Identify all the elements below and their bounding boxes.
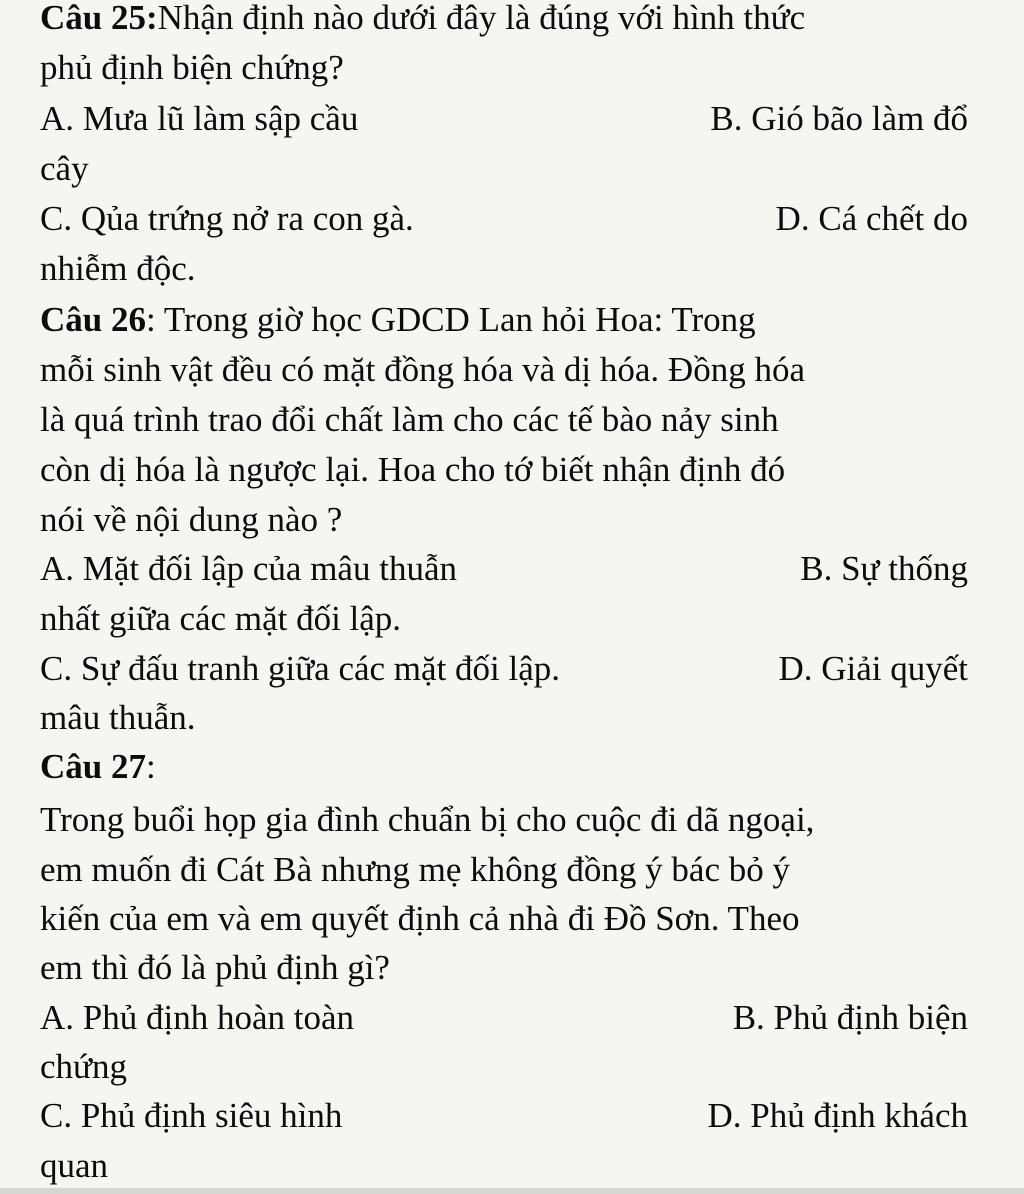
q27-option-a: A. Phủ định hoàn toàn xyxy=(40,998,355,1037)
q27-option-c: C. Phủ định siêu hình xyxy=(40,1096,343,1135)
q27-stem-line-3: kiến của em và em quyết định cả nhà đi Đồ Sơn. Theo xyxy=(40,899,800,938)
q26-stem-line-2: mỗi sinh vật đều có mặt đồng hóa và dị hóa. Đồng hóa xyxy=(40,350,805,389)
q26-stem-line-1 xyxy=(40,298,968,342)
q26-stem-text-1: : Trong giờ học GDCD Lan hỏi Hoa: Trong xyxy=(146,300,756,339)
q25-option-a: A. Mưa lũ làm sập cầu xyxy=(40,99,359,138)
q26-option-a: A. Mặt đối lập của mâu thuẫn xyxy=(40,549,457,588)
q26-option-b: B. Sự thống xyxy=(800,549,968,588)
q25-stem-line-1 xyxy=(40,0,968,40)
q25-option-c: C. Qủa trứng nở ra con gà. xyxy=(40,199,414,238)
page-bottom-edge xyxy=(0,1188,1024,1194)
q25-option-b: B. Gió bão làm đổ xyxy=(710,99,968,138)
q26-label: Câu 26 xyxy=(40,300,146,339)
q26-options-ab xyxy=(40,547,968,591)
q26-options-cd xyxy=(40,647,968,691)
q27-option-b: B. Phủ định biện xyxy=(732,998,968,1037)
q27-label-colon: : xyxy=(146,747,156,786)
q27-stem-line-4: em thì đó là phủ định gì? xyxy=(40,948,390,987)
q25-option-d-cont: nhiễm độc. xyxy=(40,249,196,288)
q26-option-c: C. Sự đấu tranh giữa các mặt đối lập. xyxy=(40,649,561,688)
q27-stem-line-1: Trong buổi họp gia đình chuẩn bị cho cuộc đi dã ngoại, xyxy=(40,800,815,839)
q25-stem-line-2: phủ định biện chứng? xyxy=(40,48,344,87)
q25-label: Câu 25: xyxy=(40,0,158,37)
q26-stem-line-4: còn dị hóa là ngược lại. Hoa cho tớ biết nhận định đó xyxy=(40,450,786,489)
q27-stem-line-2: em muốn đi Cát Bà nhưng mẹ không đồng ý bác bỏ ý xyxy=(40,850,790,889)
q27-heading xyxy=(40,745,968,789)
q26-option-b-cont: nhất giữa các mặt đối lập. xyxy=(40,599,402,638)
q25-options-cd xyxy=(40,197,968,241)
q27-options-ab xyxy=(40,996,968,1040)
q25-option-d: D. Cá chết do xyxy=(775,199,968,238)
q25-option-b-cont: cây xyxy=(40,149,89,188)
q26-option-d-cont: mâu thuẫn. xyxy=(40,698,196,737)
q26-option-d: D. Giải quyết xyxy=(778,649,968,688)
q27-label: Câu 27 xyxy=(40,747,146,786)
q26-stem-line-3: là quá trình trao đổi chất làm cho các tế bào nảy sinh xyxy=(40,400,779,439)
q27-option-d-cont: quan xyxy=(40,1146,109,1185)
q27-option-b-cont: chứng xyxy=(40,1047,128,1086)
q27-options-cd xyxy=(40,1094,968,1138)
q25-stem-text-1: Nhận định nào dưới đây là đúng với hình thức xyxy=(157,0,806,37)
q27-option-d: D. Phủ định khách xyxy=(707,1096,968,1135)
q26-stem-line-5: nói về nội dung nào ? xyxy=(40,500,343,539)
q25-options-ab xyxy=(40,97,968,141)
